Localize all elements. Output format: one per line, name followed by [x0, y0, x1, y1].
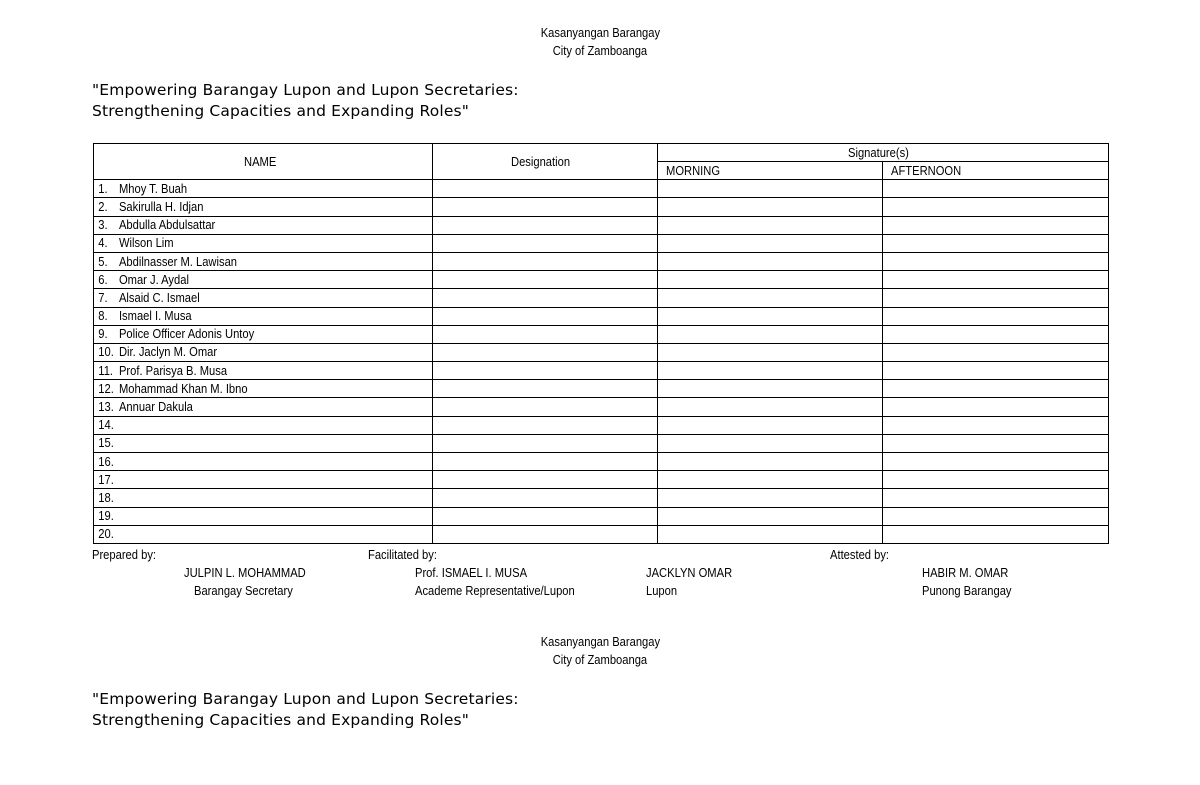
row-number: 17. — [98, 471, 114, 487]
name-cell — [94, 434, 433, 452]
attendance-rows — [94, 180, 1109, 544]
table-row — [94, 362, 1109, 380]
morning-signature-cell — [658, 471, 883, 489]
barangay-name: Kasanyangan Barangay — [540, 25, 660, 40]
table-row — [94, 380, 1109, 398]
designation-cell — [433, 380, 658, 398]
designation-cell — [433, 453, 658, 471]
afternoon-signature-cell — [883, 434, 1109, 452]
table-row — [94, 398, 1109, 416]
signatory-name: JACKLYN OMAR — [646, 565, 733, 580]
table-row — [94, 325, 1109, 343]
designation-cell — [433, 180, 658, 198]
row-number: 4. — [98, 235, 108, 251]
morning-signature-cell — [658, 507, 883, 525]
designation-cell — [433, 234, 658, 252]
designation-cell — [433, 434, 658, 452]
table-row — [94, 307, 1109, 325]
afternoon-column-header: AFTERNOON — [883, 162, 1109, 180]
title-line-1: "Empowering Barangay Lupon and Lupon Secretaries: — [92, 690, 519, 708]
afternoon-signature-cell — [883, 471, 1109, 489]
morning-signature-cell — [658, 216, 883, 234]
afternoon-signature-cell — [883, 271, 1109, 289]
attendee-name: Abdilnasser M. Lawisan — [118, 253, 238, 269]
designation-cell — [433, 471, 658, 489]
page-header — [0, 24, 1200, 60]
table-row — [94, 453, 1109, 471]
name-cell — [94, 507, 433, 525]
designation-cell — [433, 307, 658, 325]
name-cell — [94, 362, 433, 380]
signatory-name: Prof. ISMAEL I. MUSA — [415, 565, 528, 580]
morning-signature-cell — [658, 271, 883, 289]
table-row — [94, 234, 1109, 252]
row-number: 12. — [98, 380, 114, 396]
name-cell — [94, 252, 433, 270]
morning-signature-cell — [658, 434, 883, 452]
signatory-name: JULPIN L. MOHAMMAD — [184, 565, 306, 580]
name-cell — [94, 343, 433, 361]
morning-signature-cell — [658, 398, 883, 416]
morning-signature-cell — [658, 325, 883, 343]
attendance-table — [93, 143, 1109, 544]
title-line-2: Strengthening Capacities and Expanding Roles" — [92, 102, 470, 120]
city-name: City of Zamboanga — [552, 43, 648, 58]
row-number: 19. — [98, 508, 114, 524]
table-row — [94, 489, 1109, 507]
name-cell — [94, 198, 433, 216]
attendee-name: Police Officer Adonis Untoy — [118, 326, 255, 342]
table-row — [94, 289, 1109, 307]
name-cell — [94, 380, 433, 398]
morning-signature-cell — [658, 453, 883, 471]
row-number: 16. — [98, 453, 114, 469]
name-cell — [94, 307, 433, 325]
name-cell — [94, 271, 433, 289]
table-row — [94, 507, 1109, 525]
afternoon-signature-cell — [883, 180, 1109, 198]
afternoon-signature-cell — [883, 252, 1109, 270]
attendee-name: Mohammad Khan M. Ibno — [118, 380, 248, 396]
afternoon-signature-cell — [883, 398, 1109, 416]
title-line-1: "Empowering Barangay Lupon and Lupon Secretaries: — [92, 81, 519, 99]
attendee-name: Ismael I. Musa — [118, 308, 192, 324]
morning-signature-cell — [658, 180, 883, 198]
name-cell — [94, 398, 433, 416]
page2-document-title — [92, 689, 519, 731]
morning-signature-cell — [658, 489, 883, 507]
attendee-name: Mhoy T. Buah — [118, 180, 188, 196]
table-row — [94, 434, 1109, 452]
designation-cell — [433, 325, 658, 343]
signatory-role: Academe Representative/Lupon — [415, 583, 575, 598]
row-number: 15. — [98, 435, 114, 451]
designation-cell — [433, 252, 658, 270]
row-number: 5. — [98, 253, 108, 269]
designation-column-header: Designation — [433, 144, 658, 180]
row-number: 6. — [98, 271, 108, 287]
afternoon-signature-cell — [883, 380, 1109, 398]
row-number: 1. — [98, 180, 108, 196]
designation-cell — [433, 398, 658, 416]
attested-by-label: Attested by: — [830, 547, 890, 562]
morning-signature-cell — [658, 416, 883, 434]
table-row — [94, 271, 1109, 289]
designation-cell — [433, 525, 658, 543]
designation-cell — [433, 489, 658, 507]
morning-signature-cell — [658, 380, 883, 398]
name-cell — [94, 489, 433, 507]
signatory-name: HABIR M. OMAR — [922, 565, 1009, 580]
afternoon-signature-cell — [883, 453, 1109, 471]
morning-signature-cell — [658, 198, 883, 216]
attendee-name: Abdulla Abdulsattar — [118, 217, 216, 233]
morning-signature-cell — [658, 234, 883, 252]
table-row — [94, 252, 1109, 270]
row-number: 3. — [98, 217, 108, 233]
table-row — [94, 198, 1109, 216]
row-number: 7. — [98, 289, 108, 305]
afternoon-signature-cell — [883, 525, 1109, 543]
name-cell — [94, 416, 433, 434]
name-cell — [94, 525, 433, 543]
row-number: 8. — [98, 308, 108, 324]
afternoon-signature-cell — [883, 198, 1109, 216]
afternoon-signature-cell — [883, 325, 1109, 343]
morning-signature-cell — [658, 307, 883, 325]
city-name: City of Zamboanga — [552, 652, 648, 667]
afternoon-signature-cell — [883, 489, 1109, 507]
row-number: 2. — [98, 198, 108, 214]
designation-cell — [433, 507, 658, 525]
morning-signature-cell — [658, 362, 883, 380]
row-number: 10. — [98, 344, 114, 360]
row-number: 20. — [98, 526, 114, 542]
table-row — [94, 525, 1109, 543]
attendee-name: Omar J. Aydal — [118, 271, 189, 287]
afternoon-signature-cell — [883, 216, 1109, 234]
attendee-name: Alsaid C. Ismael — [118, 289, 200, 305]
document-title — [92, 80, 519, 122]
afternoon-signature-cell — [883, 416, 1109, 434]
afternoon-signature-cell — [883, 289, 1109, 307]
afternoon-signature-cell — [883, 307, 1109, 325]
morning-column-header: MORNING — [658, 162, 883, 180]
designation-cell — [433, 198, 658, 216]
name-cell — [94, 216, 433, 234]
attendee-name: Prof. Parisya B. Musa — [118, 362, 228, 378]
signatures-column-header: Signature(s) — [658, 144, 1109, 162]
barangay-name: Kasanyangan Barangay — [540, 634, 660, 649]
signatory-role: Barangay Secretary — [194, 583, 293, 598]
afternoon-signature-cell — [883, 362, 1109, 380]
name-cell — [94, 453, 433, 471]
attendee-name: Wilson Lim — [118, 235, 174, 251]
morning-signature-cell — [658, 343, 883, 361]
designation-cell — [433, 416, 658, 434]
row-number: 18. — [98, 489, 114, 505]
name-cell — [94, 234, 433, 252]
morning-signature-cell — [658, 525, 883, 543]
afternoon-signature-cell — [883, 507, 1109, 525]
facilitated-by-label: Facilitated by: — [368, 547, 437, 562]
designation-cell — [433, 362, 658, 380]
table-row — [94, 216, 1109, 234]
signatory-role: Lupon — [646, 583, 678, 598]
attendee-name: Dir. Jaclyn M. Omar — [118, 344, 218, 360]
row-number: 11. — [98, 362, 114, 378]
signatory-role: Punong Barangay — [922, 583, 1012, 598]
designation-cell — [433, 343, 658, 361]
page2-header — [0, 633, 1200, 669]
morning-signature-cell — [658, 252, 883, 270]
name-cell — [94, 180, 433, 198]
attendee-name: Annuar Dakula — [118, 399, 193, 415]
designation-cell — [433, 216, 658, 234]
row-number: 13. — [98, 399, 114, 415]
row-number: 9. — [98, 326, 108, 342]
table-row — [94, 343, 1109, 361]
afternoon-signature-cell — [883, 234, 1109, 252]
designation-cell — [433, 289, 658, 307]
morning-signature-cell — [658, 289, 883, 307]
name-cell — [94, 289, 433, 307]
name-column-header: NAME — [94, 144, 433, 180]
name-cell — [94, 325, 433, 343]
afternoon-signature-cell — [883, 343, 1109, 361]
row-number: 14. — [98, 417, 114, 433]
title-line-2: Strengthening Capacities and Expanding Roles" — [92, 711, 470, 729]
name-cell — [94, 471, 433, 489]
table-row — [94, 416, 1109, 434]
designation-cell — [433, 271, 658, 289]
table-row — [94, 180, 1109, 198]
attendee-name: Sakirulla H. Idjan — [118, 198, 204, 214]
prepared-by-label: Prepared by: — [92, 547, 157, 562]
table-row — [94, 471, 1109, 489]
